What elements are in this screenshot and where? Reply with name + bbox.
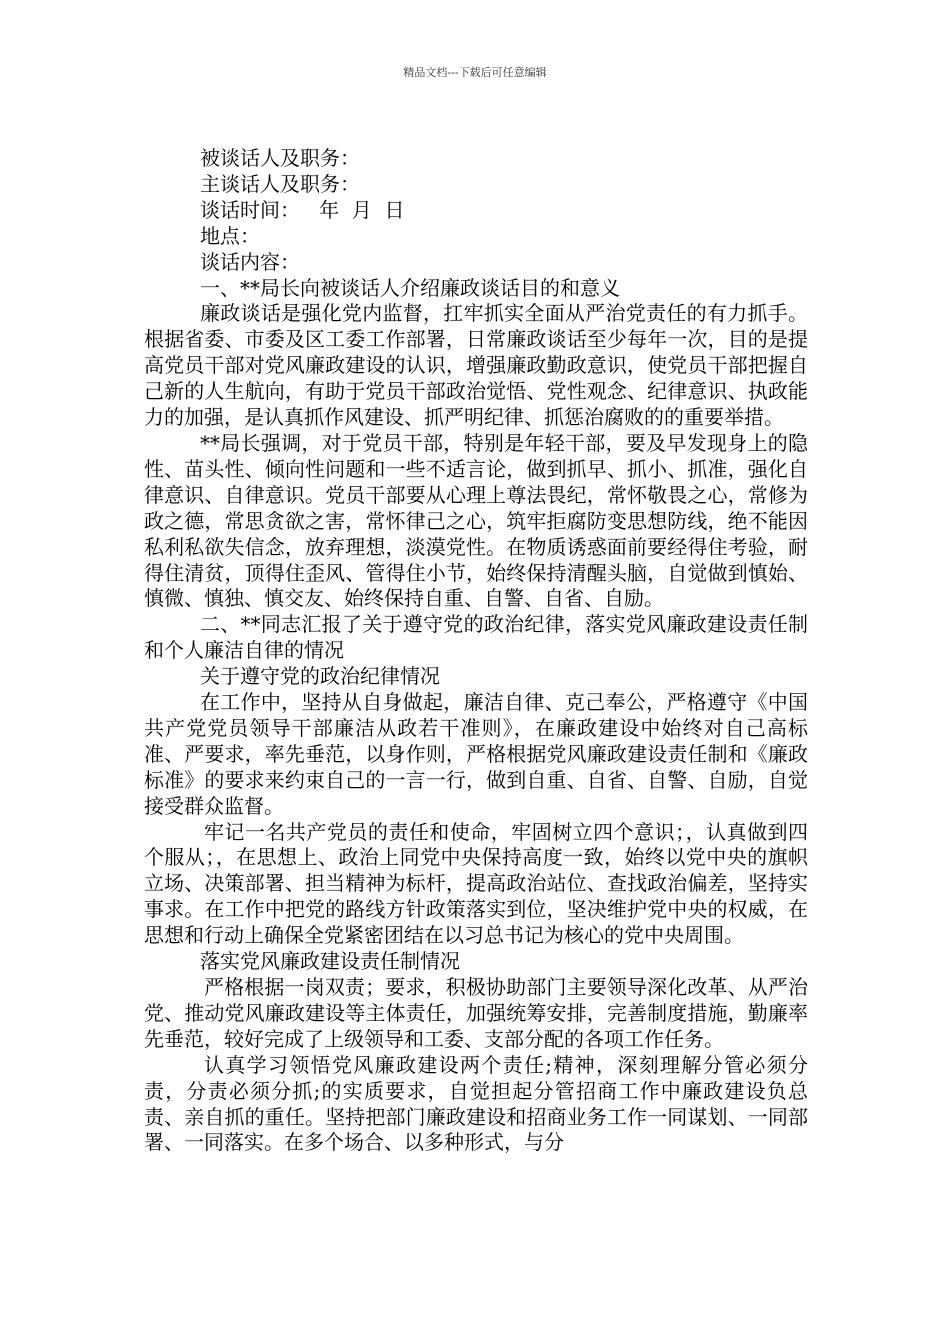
- field-interviewer: 主谈话人及职务：: [200, 171, 360, 196]
- subheading-political-discipline: 关于遵守党的政治纪律情况: [200, 664, 440, 689]
- section-heading-1: 一、**局长向被谈话人介绍廉政谈话目的和意义: [200, 275, 620, 300]
- field-location: 地点：: [200, 223, 260, 248]
- field-content: 谈话内容：: [200, 249, 300, 274]
- paragraph-one-post-two-duties: 严格根据一岗双责；要求，积极协助部门主要领导深化改革、从严治党、推动党风廉政建设等主体责任，加强统筹安排，完善制度措施，勤廉率先垂范，较好完成了上级领导和工委、支部分配的各项工作任务。: [144, 975, 808, 1051]
- paragraph-emphasis: **局长强调，对于党员干部，特别是年轻干部，要及早发现身上的隐性、苗头性、倾向性问题和一些不适言论，做到抓早、抓小、抓准，强化自律意识、自律意识。党员干部要从心理上尊法畏纪，常怀敬畏之心，常修为政之德，常思贪欲之害，常怀律己之心，筑牢拒腐防变思想防线，绝不能因私利私欲失信念，放弃理想，淡漠党性。在物质诱惑面前要经得住考验，耐得住清贫，顶得住歪风、管得住小节，始终保持清醒头脑，自觉做到慎始、慎微、慎独、慎交友、始终保持自重、自警、自省、自励。: [144, 430, 808, 611]
- paragraph-self-discipline: 在工作中，坚持从自身做起，廉洁自律、克己奉公，严格遵守《中国共产党党员领导干部廉洁从政若干准则》，在廉政建设中始终对自己高标准、严要求，率先垂范，以身作则，严格根据党风廉政建设责任制和《廉政标准》的要求来约束自己的一言一行，做到自重、自省、自警、自励，自觉接受群众监督。: [144, 690, 808, 818]
- subheading-responsibility-system: 落实党风廉政建设责任制情况: [200, 949, 460, 974]
- paragraph-four-consciousness: 牢记一名共产党员的责任和使命，牢固树立四个意识；，认真做到四个服从；，在思想上、政治上同党中央保持高度一致，始终以党中央的旗帜立场、决策部署、担当精神为标杆，提高政治站位、查找政治偏差，坚持实事求。在工作中把党的路线方针政策落实到位，坚决维护党中央的权威，在思想和行动上确保全党紧密团结在以习总书记为核心的党中央周围。: [144, 819, 808, 948]
- page-header: 精品文档---下载后可任意编辑: [403, 66, 547, 79]
- document-body: [144, 146, 808, 1156]
- paragraph-two-responsibilities: 认真学习领悟党风廉政建设两个责任;精神，深刻理解分管必须分责，分责必须分抓;的实质要求，自觉担起分管招商工作中廉政建设负总责、亲自抓的重任。坚持把部门廉政建设和招商业务工作一同谋划、一同部署、一同落实。在多个场合、以多种形式，与分: [144, 1052, 808, 1155]
- field-interviewee: 被谈话人及职务：: [200, 146, 360, 170]
- field-interview-time: 谈话时间： 年 月 日: [200, 197, 405, 222]
- paragraph-purpose: 廉政谈话是强化党内监督，扛牢抓实全面从严治党责任的有力抓手。根据省委、市委及区工委工作部署，日常廉政谈话至少每年一次，目的是提高党员干部对党风廉政建设的认识，增强廉政勤政意识，使党员干部把握自己新的人生航向，有助于党员干部政治觉悟、党性观念、纪律意识、执政能力的加强，是认真抓作风建设、抓严明纪律、抓惩治腐败的的重要举措。: [144, 301, 808, 430]
- section-heading-2: 二、**同志汇报了关于遵守党的政治纪律，落实党风廉政建设责任制和个人廉洁自律的情况: [144, 612, 808, 663]
